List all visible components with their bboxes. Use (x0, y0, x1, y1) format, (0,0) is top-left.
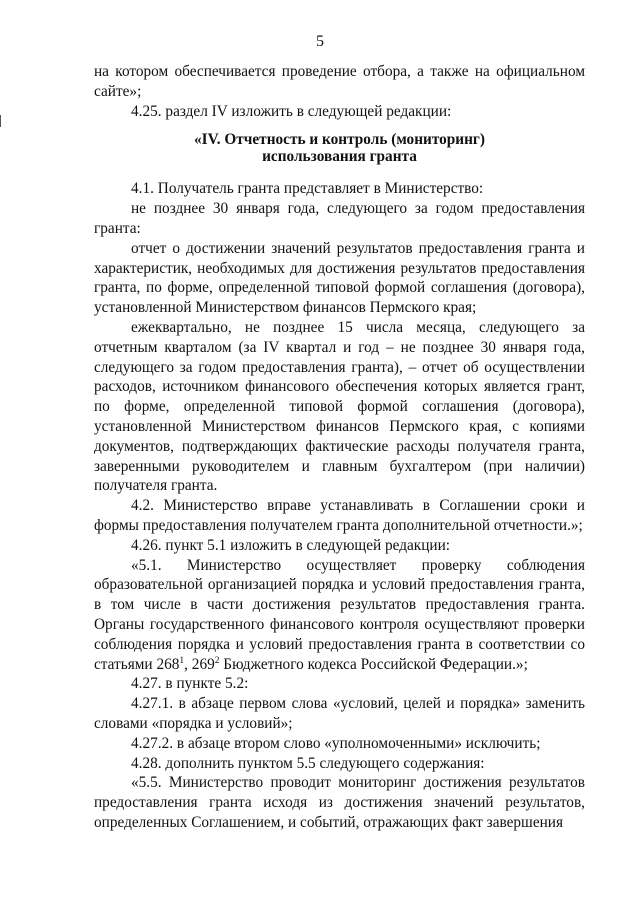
paragraph-4-25: 4.25. раздел IV изложить в следующей редакции: (131, 102, 452, 120)
paragraph-5-1 (94, 556, 585, 675)
paragraph-5-1-mid: , 269 (184, 655, 215, 673)
paragraph-quarterly: ежеквартально, не позднее 15 числа месяца, следующего за отчетным кварталом (за IV квартал и год – не позднее 30 января года, следующего за годом предоставления гранта), – отчет об осуществлении расходов, источником финансового обеспечения которых является грант, по форме, определенной типовой формой соглашения (договора), установленной Министерством финансов Пермского края, с копиями документов, подтверждающих фактические расходы получателя гранта, заверенными руководителем и главным бухгалтером (при наличии) получателя гранта. (94, 318, 585, 495)
paragraph-4-1: 4.1. Получатель гранта представляет в Министерство: (131, 180, 484, 198)
superscript-1: 1 (179, 655, 185, 666)
page-number: 5 (316, 33, 324, 50)
section-title-line-2: использования гранта (262, 148, 417, 166)
paragraph-4-27-2: 4.27.2. в абзаце втором слово «уполномоченными» исключить; (131, 734, 541, 752)
section-title (94, 131, 585, 165)
margin-mark (0, 115, 1, 127)
section-title-line-1: «IV. Отчетность и контроль (мониторинг) (194, 131, 485, 149)
paragraph-5-5: «5.5. Министерство проводит мониторинг достижения результатов предоставления гранта исходя из достижения значений результатов, определенных Соглашением, и событий, отражающих факт завершения (94, 774, 585, 831)
paragraph-continuation: на котором обеспечивается проведение отбора, а также на официальном сайте»; (94, 63, 585, 100)
superscript-2: 2 (214, 655, 220, 666)
paragraph-5-1-end: Бюджетного кодекса Российской Федерации.»; (219, 655, 528, 673)
paragraph-report-results: отчет о достижении значений результатов предоставления гранта и характеристик, необходимых для достижения результатов предоставления гранта, по форме, определенной типовой формой соглашения (договора), установленной Министерством финансов Пермского края; (94, 239, 585, 317)
paragraph-4-26: 4.26. пункт 5.1 изложить в следующей редакции: (131, 536, 451, 554)
document-body (94, 62, 585, 833)
paragraph-5-1-text: «5.1. Министерство осуществляет проверку соблюдения образовательной организацией порядка и условий предоставления гранта, в том числе в части достижения результатов предоставления гранта. Органы государственного финансового контроля осуществляют проверки соблюдения порядка и условий предоставления гранта в соответствии со статьями 268 (94, 556, 585, 673)
paragraph-4-2: 4.2. Министерство вправе устанавливать в Соглашении сроки и формы предоставления получателем гранта дополнительной отчетности.»; (94, 497, 585, 534)
paragraph-4-27-1: 4.27.1. в абзаце первом слова «условий, целей и порядка» заменить словами «порядка и условий»; (94, 695, 585, 732)
paragraph-4-27: 4.27. в пункте 5.2: (131, 675, 249, 693)
paragraph-4-28: 4.28. дополнить пунктом 5.5 следующего содержания: (131, 754, 485, 772)
paragraph-deadline: не позднее 30 января года, следующего за годом предоставления гранта: (94, 200, 585, 237)
